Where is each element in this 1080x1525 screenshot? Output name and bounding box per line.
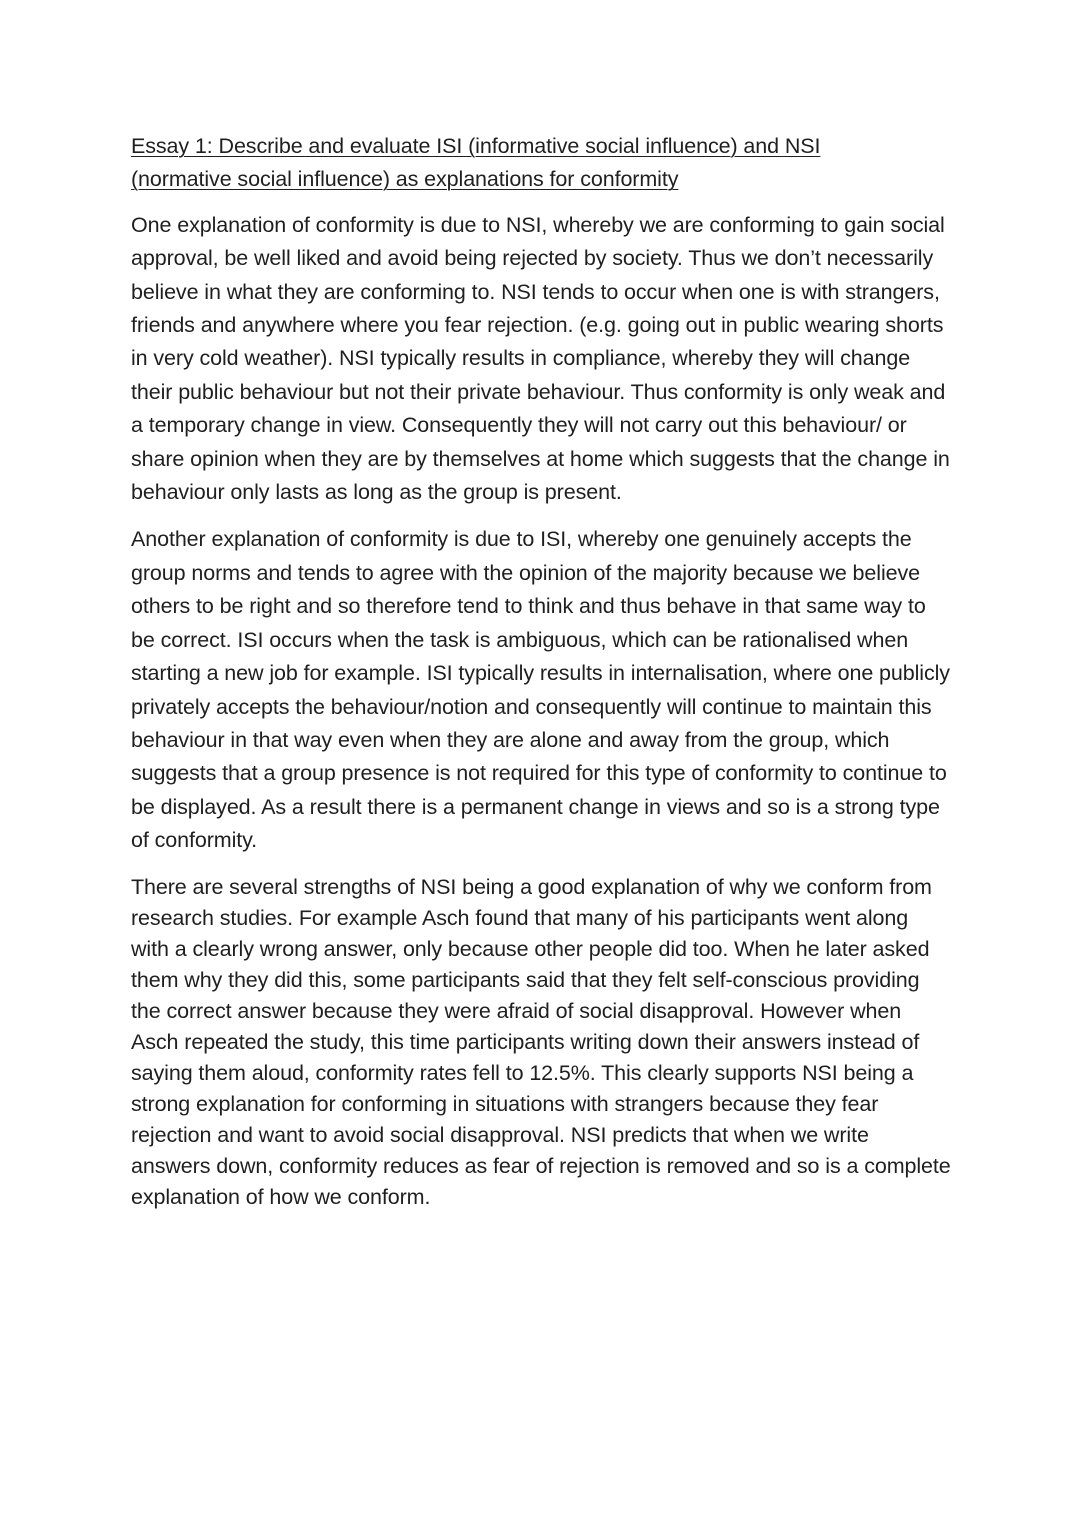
essay-page [131,130,951,1227]
paragraph-nsi-explanation: One explanation of conformity is due to NSI, whereby we are conforming to gain social approval, be well liked and avoid being rejected by society. Thus we don’t necessarily believe in what they are conforming to. NSI tends to occur when one is with strangers, friends and anywhere where you fear rejection. (e.g. going out in public wearing shorts in very cold weather). NSI typically results in compliance, whereby they will change their public behaviour but not their private behaviour. Thus conformity is only weak and a temporary change in view. Consequently they will not carry out this behaviour/ or share opinion when they are by themselves at home which suggests that the change in behaviour only lasts as long as the group is present. [131,212,950,505]
paragraph-isi-explanation: Another explanation of conformity is due to ISI, whereby one genuinely accepts the group norms and tends to agree with the opinion of the majority because we believe others to be right and so therefore tend to think and thus behave in that same way to be correct. ISI occurs when the task is ambiguous, which can be rationalised when starting a new job for example. ISI typically results in internalisation, where one publicly privately accepts the behaviour/notion and consequently will continue to maintain this behaviour in that way even when they are alone and away from the group, which suggests that a group presence is not required for this type of conformity to continue to be displayed. As a result there is a permanent change in views and so is a strong type of conformity. [131,527,950,853]
paragraph-nsi-strengths: There are several strengths of NSI being a good explanation of why we conform from research studies. For example Asch found that many of his participants went along with a clearly wrong answer, only because other people did too. When he later asked them why they did this, some participants said that they felt self-conscious providing the correct answer because they were afraid of social disapproval. However when Asch repeated the study, this time participants writing down their answers instead of saying them aloud, conformity rates fell to 12.5%. This clearly supports NSI being a strong explanation for conforming in situations with strangers because they fear rejection and want to avoid social disapproval. NSI predicts that when we write answers down, conformity reduces as fear of rejection is removed and so is a complete explanation of how we conform. [131,874,951,1209]
essay-title: Essay 1: Describe and evaluate ISI (informative social influence) and NSI (normative social influence) as explanations for conformity [131,134,821,192]
